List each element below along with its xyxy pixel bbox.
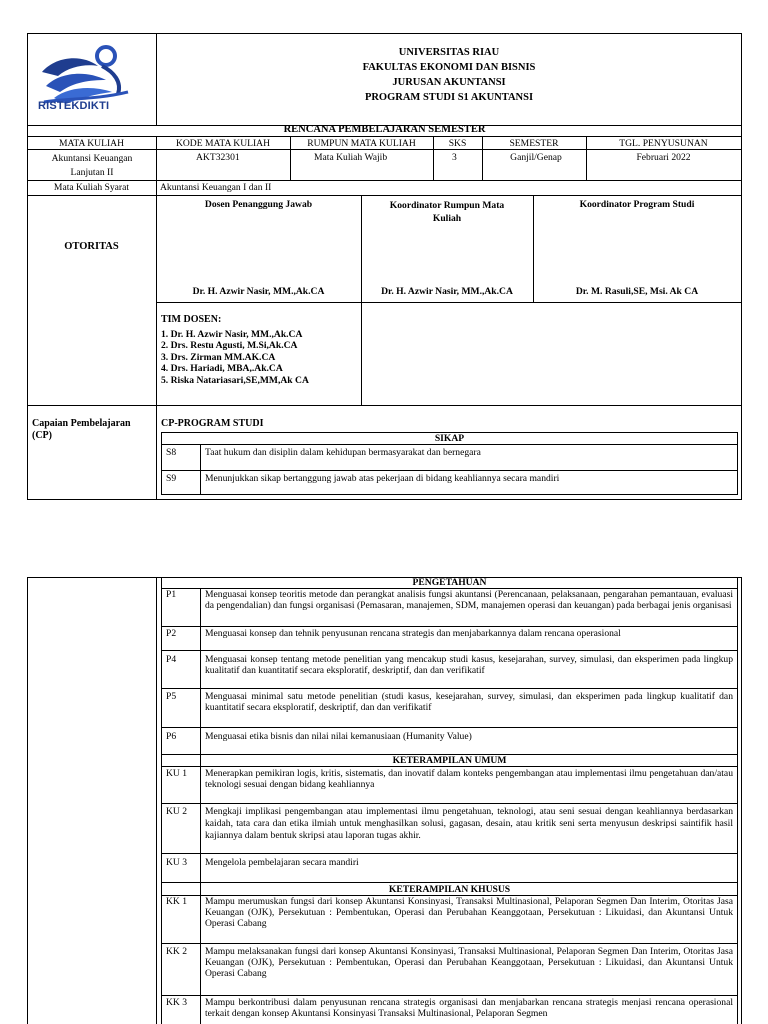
value-rumpun: Mata Kuliah Wajib xyxy=(314,152,388,163)
pengetahuan-text: Menguasai konsep dan tehnik penyusunan rencana strategis dan menjabarkannya dalam rencana operasional xyxy=(205,628,621,639)
logo-text: RISTEKDIKTI xyxy=(38,100,110,112)
pengetahuan-code: P4 xyxy=(166,654,177,665)
kk-code: KK 1 xyxy=(166,896,188,907)
role-koordinator-prodi: Koordinator Program Studi xyxy=(579,199,695,210)
kk-text: Mampu berkontribusi dalam penyusunan rencana strategis organisasi dan menjabarkan rencana strategis menjasi rencana operasional terkait dengan konsep Akuntansi Konsinyasi Transaksi Multinasional, Pelaporan Segmen xyxy=(205,997,733,1019)
program-name: PROGRAM STUDI S1 AKUNTANSI xyxy=(364,92,534,103)
name-koordinator-prodi: Dr. M. Rasuli,SE, Msi. Ak CA xyxy=(575,286,699,297)
name-dosen: Dr. H. Azwir Nasir, MM.,Ak.CA xyxy=(192,286,325,297)
team-member: 1. Dr. H. Azwir Nasir, MM.,Ak.CA xyxy=(161,329,303,340)
ku-text: Menerapkan pemikiran logis, kritis, sistematis, dan inovatif dalam konteks pengembangan atau implementasi ilmu pengetahuan dan/atau teknologi sesuai dengan bidang keahliannya xyxy=(205,768,733,790)
pengetahuan-text: Menguasai etika bisnis dan nilai nilai kemanusiaan (Humanity Value) xyxy=(205,731,472,742)
value-semester: Ganjil/Genap xyxy=(510,152,562,163)
pengetahuan-code: P2 xyxy=(166,628,177,639)
team-member: 2. Drs. Restu Agusti, M.Si,Ak.CA xyxy=(161,340,298,351)
authority-label: OTORITAS xyxy=(64,241,119,252)
ku-text: Mengelola pembelajaran secara mandiri xyxy=(205,857,359,868)
pengetahuan-text: Menguasai konsep tentang metode penelitian yang mencakup studi kasus, kesejarahan, survey, simulasi, dan eksperimen pada lingkup kualitatif dan kuantitatif secara eksploratif, deskriptif, dan dan verifikatif xyxy=(205,654,733,676)
sikap-text: Menunjukkan sikap bertanggung jawab atas pekerjaan di bidang keahliannya secara mandiri xyxy=(205,473,560,484)
cp-program-title: CP-PROGRAM STUDI xyxy=(161,418,264,429)
header-kode: KODE MATA KULIAH xyxy=(175,138,271,149)
kk-text: Mampu melaksanakan fungsi dari konsep Akuntansi Konsinyasi, Transaksi Multinasional, Pelaporan Segmen Dan Interim, Otoritas Jasa Keuangan (OJK), Persekutuan : Pembentukan, Operasi dan Perubahan Keanggotaan, Persekutuan : Likuidasi, dan Akuntansi Untuk Operasi Cabang xyxy=(205,946,733,979)
ku-code: KU 3 xyxy=(166,857,188,868)
team-member: 4. Drs. Hariadi, MBA,.Ak.CA xyxy=(161,363,283,374)
pengetahuan-code: P6 xyxy=(166,731,177,742)
header-mata-kuliah: MATA KULIAH xyxy=(58,138,125,149)
page-2 xyxy=(0,570,768,1024)
header-rumpun: RUMPUN MATA KULIAH xyxy=(307,138,416,149)
pengetahuan-title: PENGETAHUAN xyxy=(412,577,487,588)
value-kode: AKT32301 xyxy=(196,152,240,163)
header-tgl: TGL. PENYUSUNAN xyxy=(619,138,708,149)
value-mata-kuliah: Akuntansi Keuangan Lanjutan II xyxy=(51,153,133,178)
prerequisite-value: Akuntansi Keuangan I dan II xyxy=(160,182,272,193)
kk-title: KETERAMPILAN KHUSUS xyxy=(388,884,511,895)
faculty-name: FAKULTAS EKONOMI DAN BISNIS xyxy=(362,62,536,73)
cp-label: Capaian Pembelajaran (CP) xyxy=(32,418,131,441)
sikap-code: S9 xyxy=(166,473,177,484)
header-semester: SEMESTER xyxy=(509,138,559,149)
ku-code: KU 1 xyxy=(166,768,188,779)
rps-title: RENCANA PEMBELAJARAN SEMESTER xyxy=(283,124,486,135)
pengetahuan-text: Menguasai konsep teoritis metode dan perangkat analisis fungsi akuntansi (Perencanaan, pelaksanaan, pengarahan pemantauan, evaluasi da pengendalian) dan fungsi organisasi (Pemasaran, manajemen, SDM, manajemen operasi dan keuangan) pada berbagai jenis organisasi xyxy=(205,589,733,611)
role-koordinator-rumpun: Koordinator Rumpun Mata Kuliah xyxy=(389,200,505,224)
sikap-text: Taat hukum dan disiplin dalam kehidupan bermasyarakat dan bernegara xyxy=(205,447,481,458)
team-member: 3. Drs. Zirman MM.AK.CA xyxy=(161,352,276,363)
prerequisite-label: Mata Kuliah Syarat xyxy=(53,182,130,193)
pengetahuan-code: P1 xyxy=(166,589,177,600)
ku-title: KETERAMPILAN UMUM xyxy=(392,755,507,766)
role-dosen: Dosen Penanggung Jawab xyxy=(204,199,313,210)
value-sks: 3 xyxy=(452,152,457,163)
team-title: TIM DOSEN: xyxy=(161,314,222,325)
university-name: UNIVERSITAS RIAU xyxy=(398,47,500,58)
ristekdikti-logo xyxy=(36,42,136,116)
value-tgl: Februari 2022 xyxy=(636,152,691,163)
ku-text: Mengkaji implikasi pengembangan atau implementasi ilmu pengetahuan, teknologi, atau seni sesuai dengan keahliannya berdasarkan kaidah, tata cara dan etika ilmiah untuk menghasilkan solusi, gagasan, desain, atau kritik seni serta menyusun deskripsi saintifik hasil kajiannya dalam bentuk skripsi atau laporan tugas akhir. xyxy=(205,806,733,841)
pengetahuan-text: Menguasai minimal satu metode penelitian (studi kasus, kesejarahan, survey, simulasi, dan eksperimen pada lingkup kualitatif dan kuantitatif secara eksploratif, deskriptif, dan dan verifikatif xyxy=(205,691,733,713)
department-name: JURUSAN AKUNTANSI xyxy=(392,77,506,88)
kk-code: KK 2 xyxy=(166,946,188,957)
team-member: 5. Riska Natariasari,SE,MM,Ak CA xyxy=(161,375,309,386)
kk-text: Mampu merumuskan fungsi dari konsep Akuntansi Konsinyasi, Transaksi Multinasional, Pelaporan Segmen Dan Interim, Otoritas Jasa Keuangan (OJK), Persekutuan : Pembentukan, Operasi dan Perubahan Keanggotaan, Persekutuan : Likuidasi, dan Akuntansi Untuk Operasi Cabang xyxy=(205,896,733,929)
pengetahuan-code: P5 xyxy=(166,691,177,702)
header-sks: SKS xyxy=(448,138,467,149)
sikap-title: SIKAP xyxy=(434,433,465,444)
kk-code: KK 3 xyxy=(166,997,188,1008)
ku-code: KU 2 xyxy=(166,806,188,817)
name-koordinator-rumpun: Dr. H. Azwir Nasir, MM.,Ak.CA xyxy=(381,286,513,297)
sikap-code: S8 xyxy=(166,447,177,458)
